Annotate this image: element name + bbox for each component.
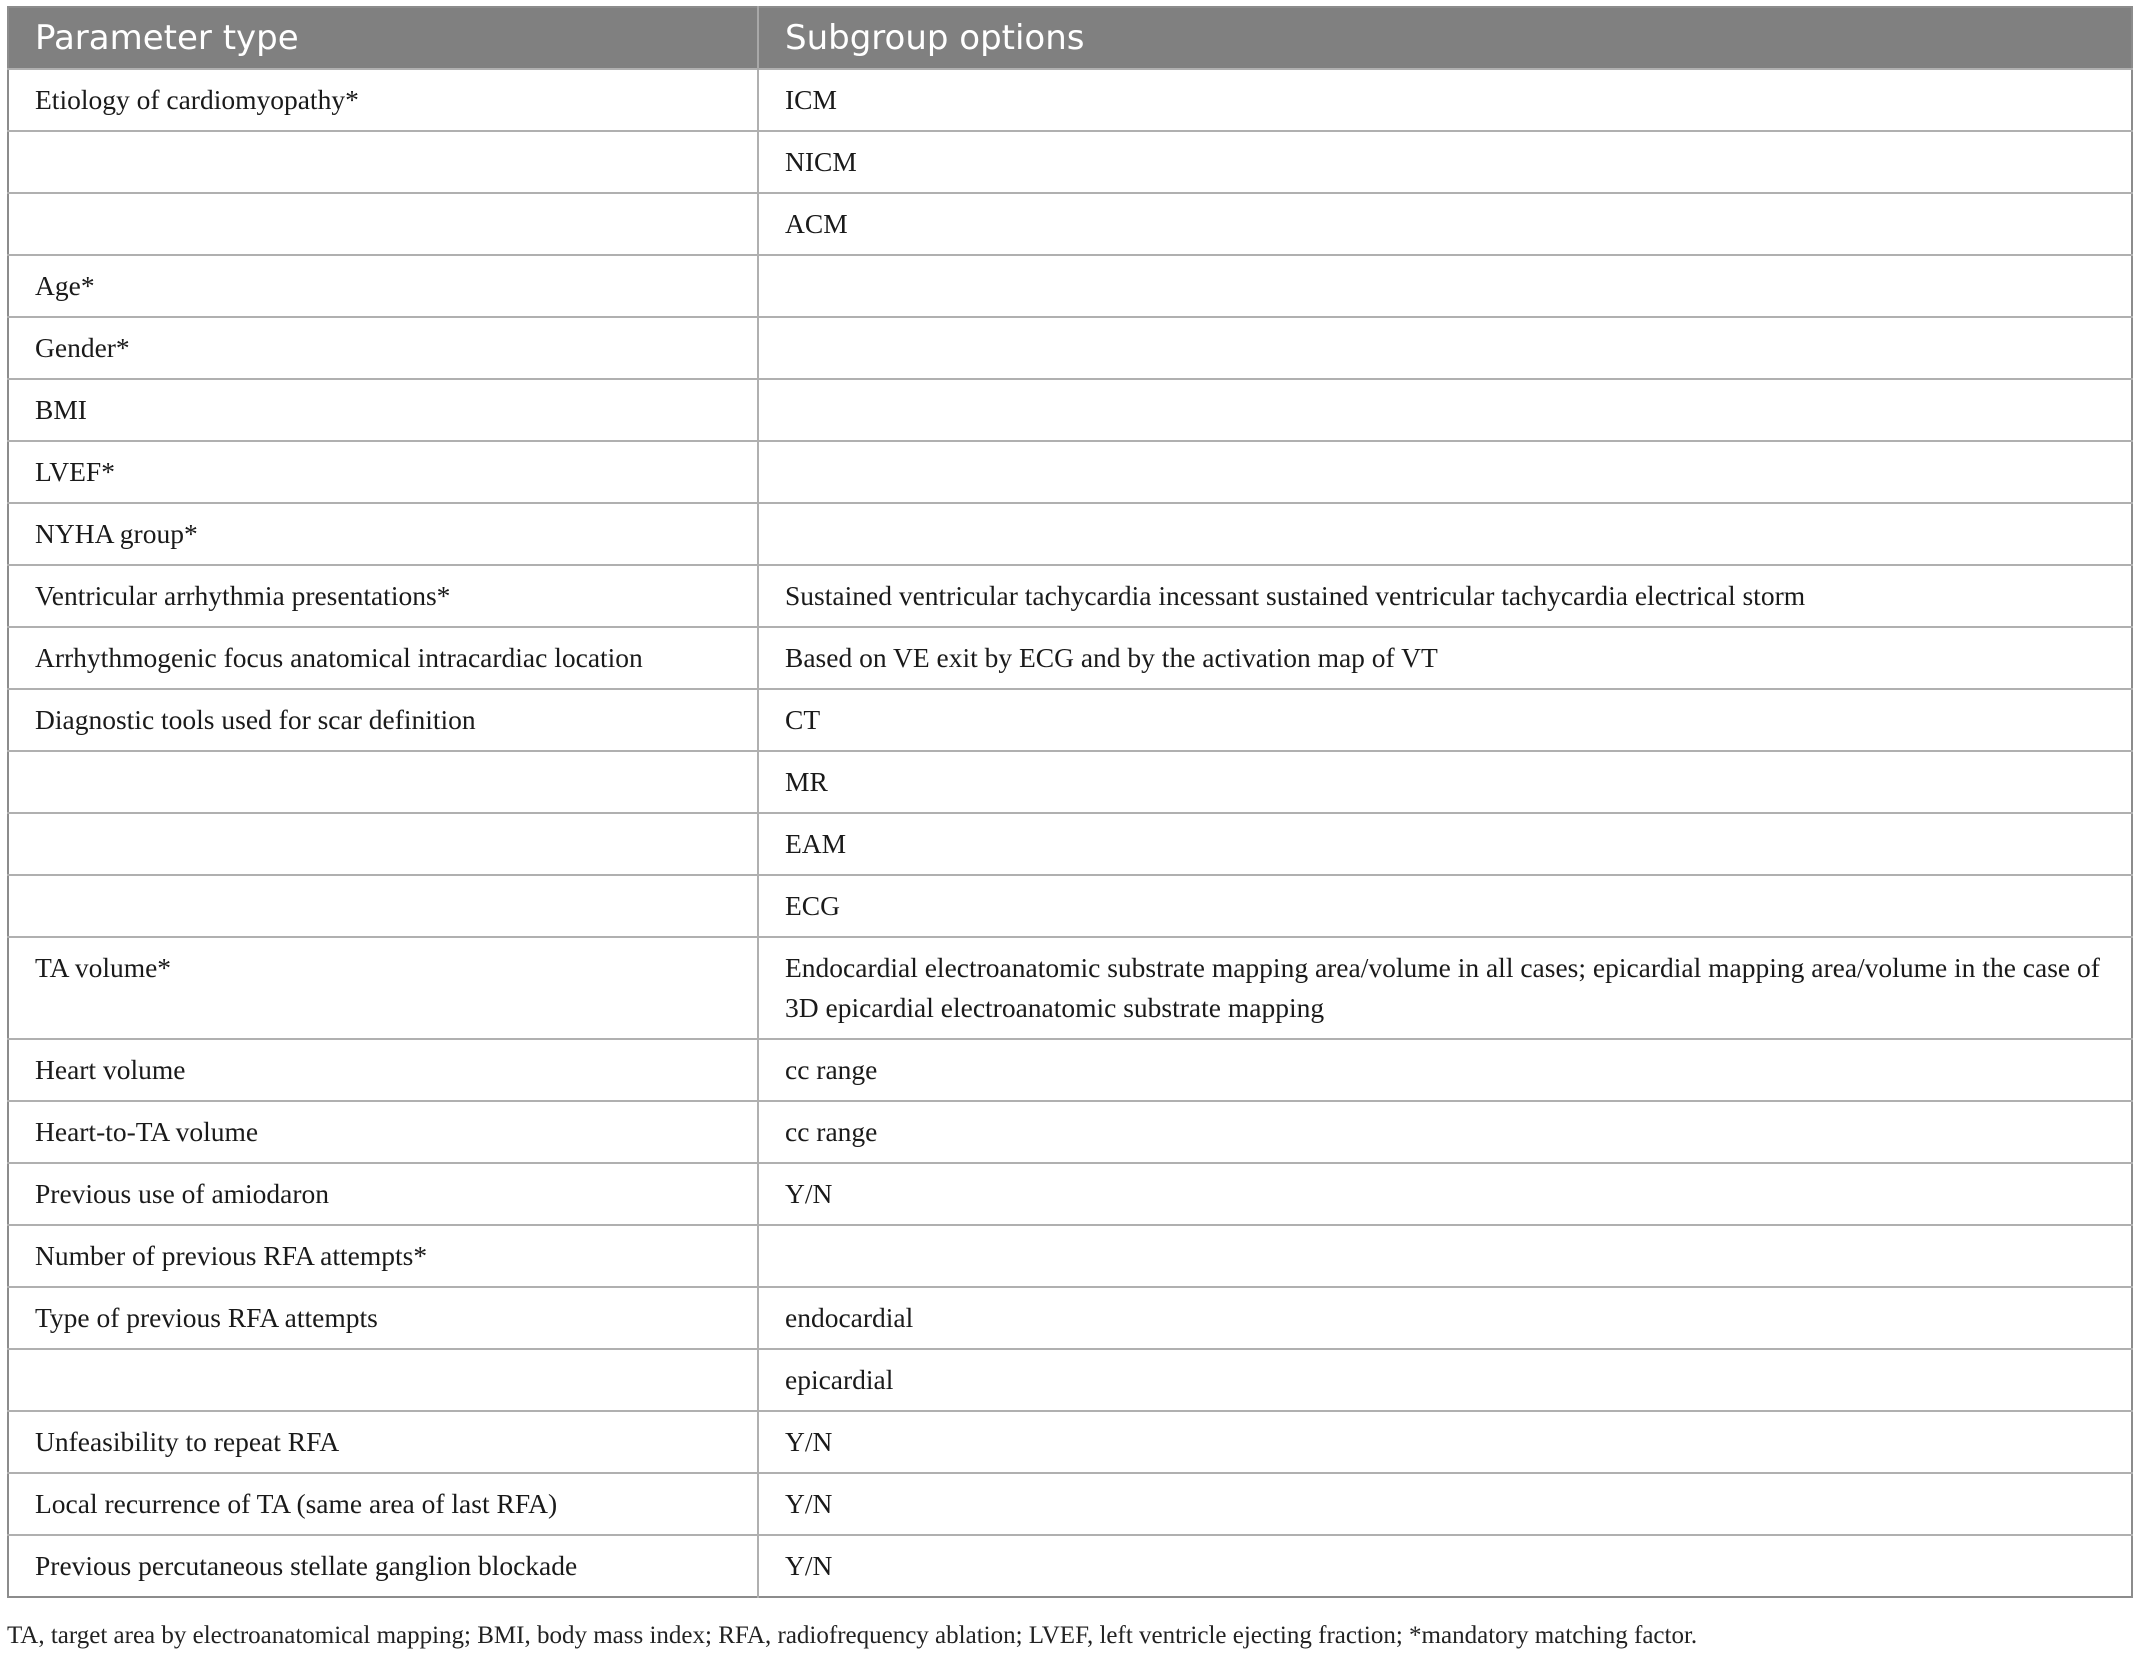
option-cell [758,379,2132,441]
option-cell: CT [758,689,2132,751]
param-cell: Previous percutaneous stellate ganglion blockade [8,1535,758,1597]
table-row [8,1225,2132,1287]
param-cell: NYHA group* [8,503,758,565]
table-row [8,317,2132,379]
param-cell: Diagnostic tools used for scar definition [8,689,758,751]
option-cell: MR [758,751,2132,813]
header-subgroup-options: Subgroup options [758,7,2132,69]
param-cell: LVEF* [8,441,758,503]
option-cell: NICM [758,131,2132,193]
option-cell: Y/N [758,1411,2132,1473]
table-row [8,503,2132,565]
param-cell: Heart volume [8,1039,758,1101]
table-row [8,1535,2132,1597]
table-row [8,1473,2132,1535]
table-row [8,1039,2132,1101]
table-row [8,193,2132,255]
option-cell: EAM [758,813,2132,875]
option-cell [758,255,2132,317]
option-cell: ACM [758,193,2132,255]
param-cell: Age* [8,255,758,317]
option-cell: Y/N [758,1473,2132,1535]
header-row [8,7,2132,69]
table-row [8,1101,2132,1163]
param-cell: Gender* [8,317,758,379]
table-row [8,1287,2132,1349]
table-row [8,255,2132,317]
param-cell [8,131,758,193]
option-cell [758,1225,2132,1287]
option-cell [758,317,2132,379]
table-footnote: TA, target area by electroanatomical mapping; BMI, body mass index; RFA, radiofrequency ablation; LVEF, left ventricle ejecting fraction; *mandatory matching factor. [7,1622,1698,1649]
param-cell: TA volume* [8,937,758,1039]
table-row [8,69,2132,131]
table-header [8,7,2132,69]
table-row [8,565,2132,627]
table-row [8,627,2132,689]
parameters-table-container [7,6,2131,1598]
option-cell: Sustained ventricular tachycardia incessant sustained ventricular tachycardia electrical storm [758,565,2132,627]
param-cell: Heart-to-TA volume [8,1101,758,1163]
parameters-table [7,6,2133,1598]
option-cell: epicardial [758,1349,2132,1411]
param-cell: Local recurrence of TA (same area of last RFA) [8,1473,758,1535]
param-cell [8,1349,758,1411]
param-cell: Type of previous RFA attempts [8,1287,758,1349]
option-cell: Endocardial electroanatomic substrate mapping area/volume in all cases; epicardial mapping area/volume in the case of 3D epicardial electroanatomic substrate mapping [758,937,2132,1039]
table-row [8,751,2132,813]
option-cell: Based on VE exit by ECG and by the activation map of VT [758,627,2132,689]
table-row [8,1163,2132,1225]
option-cell: cc range [758,1039,2132,1101]
table-row [8,813,2132,875]
table-row [8,441,2132,503]
option-cell: endocardial [758,1287,2132,1349]
table-body [8,69,2132,1597]
table-row [8,1411,2132,1473]
param-cell: Arrhythmogenic focus anatomical intracardiac location [8,627,758,689]
option-cell [758,441,2132,503]
option-cell: Y/N [758,1535,2132,1597]
header-parameter-type: Parameter type [8,7,758,69]
table-row [8,689,2132,751]
param-cell: Unfeasibility to repeat RFA [8,1411,758,1473]
param-cell [8,813,758,875]
table-row [8,379,2132,441]
param-cell [8,875,758,937]
param-cell [8,193,758,255]
param-cell: Previous use of amiodaron [8,1163,758,1225]
param-cell [8,751,758,813]
table-row [8,937,2132,1039]
table-row [8,875,2132,937]
option-cell: ECG [758,875,2132,937]
table-row [8,131,2132,193]
option-cell: Y/N [758,1163,2132,1225]
param-cell: Number of previous RFA attempts* [8,1225,758,1287]
table-row [8,1349,2132,1411]
option-cell: ICM [758,69,2132,131]
param-cell: Etiology of cardiomyopathy* [8,69,758,131]
option-cell: cc range [758,1101,2132,1163]
param-cell: BMI [8,379,758,441]
param-cell: Ventricular arrhythmia presentations* [8,565,758,627]
option-cell [758,503,2132,565]
